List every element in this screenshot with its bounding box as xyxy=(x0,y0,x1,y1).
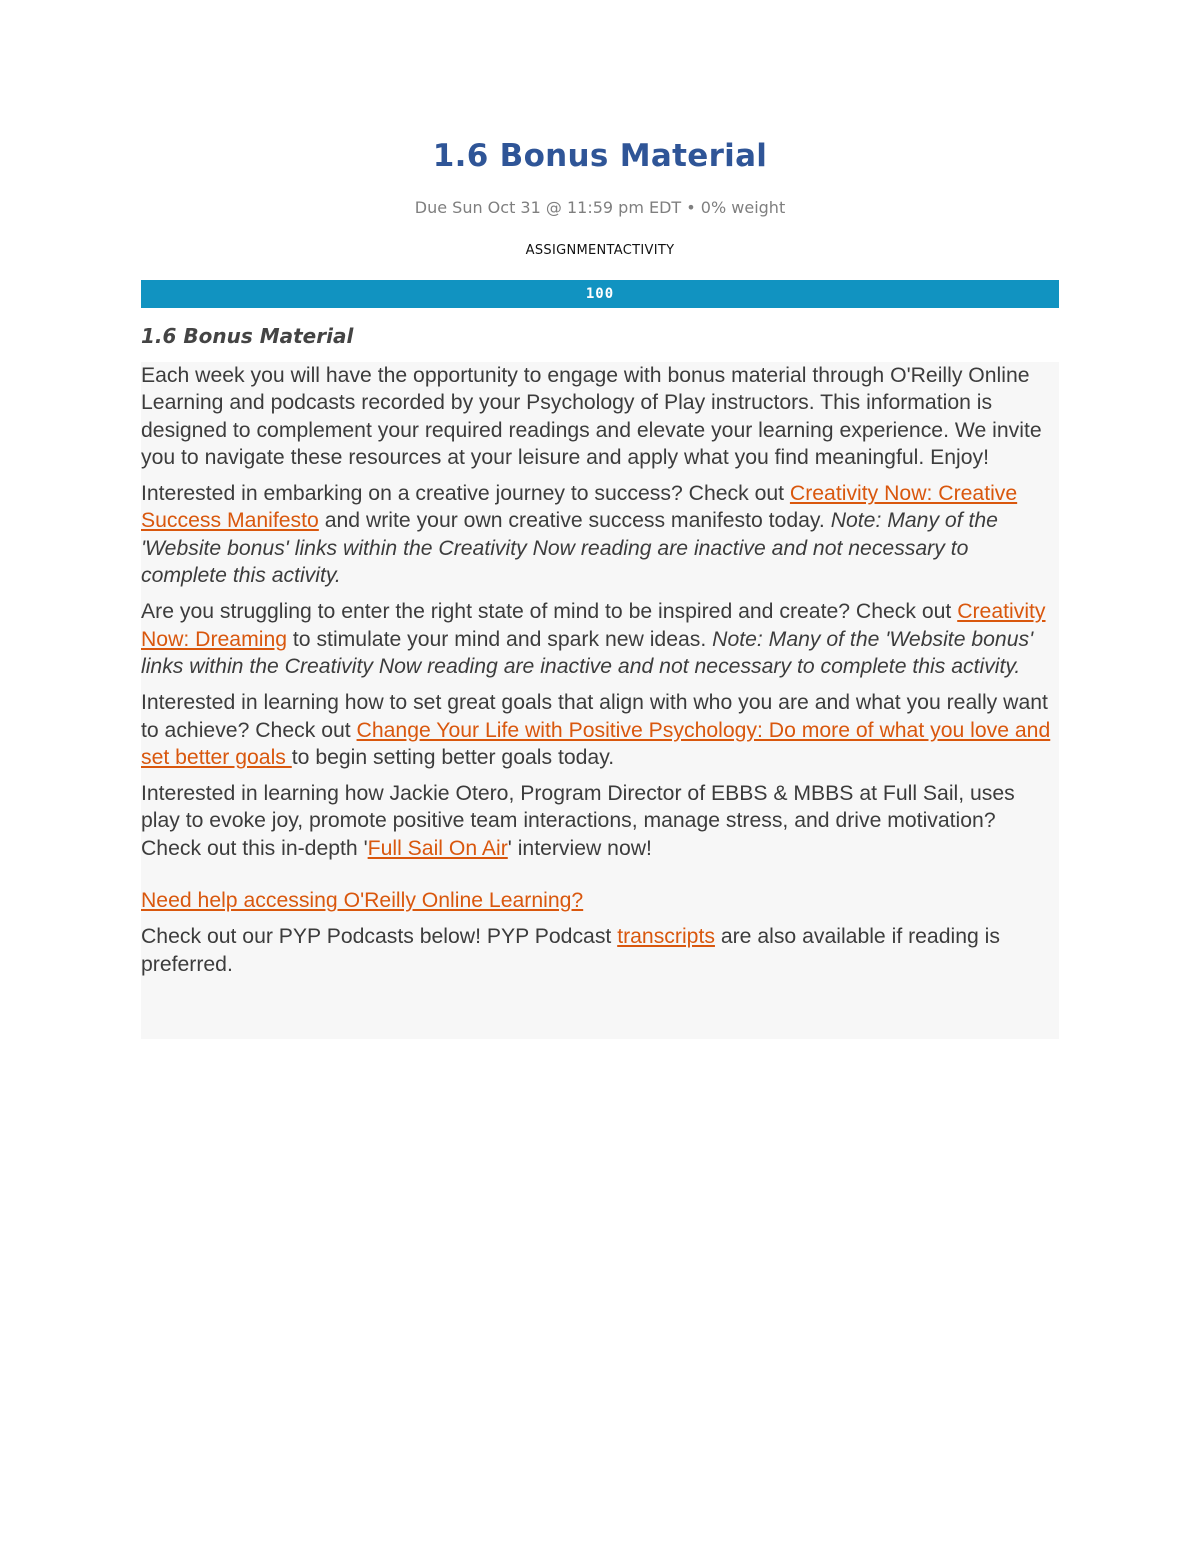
paragraph-manifesto: Interested in embarking on a creative journey to success? Check out Creativity Now: Creative Success Manifesto and write your own creative success manifesto today. Note: Many of the 'Website bonus' links within the Creativity Now reading are inactive and not necessary to complete this activity. xyxy=(141,482,1018,588)
content-body xyxy=(141,362,1059,1039)
paragraph-podcasts: Check out our PYP Podcasts below! PYP Podcast transcripts are also available if reading is preferred. xyxy=(141,925,1000,976)
paragraph-interview: Interested in learning how Jackie Otero, Program Director of EBBS & MBBS at Full Sail, uses play to evoke joy, promote positive team interactions, manage stress, and drive motivation? Check out this in-depth 'Full Sail On Air' interview now! xyxy=(141,782,1015,860)
paragraph-dreaming: Are you struggling to enter the right state of mind to be inspired and create? Check out Creativity Now: Dreaming to stimulate your mind and spark new ideas. Note: Many of the 'Website bonus' links within the Creativity Now reading are inactive and not necessary to complete this activity. xyxy=(141,600,1046,678)
creative-success-manifesto-link[interactable]: Creativity Now: Creative Success Manifesto xyxy=(141,482,1018,533)
points-bar xyxy=(141,280,1059,308)
intro-paragraph: Each week you will have the opportunity to engage with bonus material through O'Reilly Online Learning and podcasts recorded by your Psychology of Play instructors. This information is designed to complement your required readings and elevate your learning experience. We invite you to navigate these resources at your leisure and apply what you find meaningful. Enjoy! xyxy=(141,364,1042,469)
oreilly-help-link[interactable]: Need help accessing O'Reilly Online Learning? xyxy=(141,889,584,913)
note-text: Note: Many of the 'Website bonus' links within the Creativity Now reading are inactive and not necessary to complete this activity. xyxy=(141,627,1034,678)
due-date-text: Due Sun Oct 31 @ 11:59 pm EDT • 0% weight xyxy=(414,198,786,217)
help-paragraph xyxy=(141,887,1059,914)
points-value: 100 xyxy=(585,286,615,302)
page-title: 1.6 Bonus Material xyxy=(432,138,768,174)
positive-psychology-link[interactable]: Change Your Life with Positive Psychology: Do more of what you love and set better goals xyxy=(141,718,1051,769)
assignment-type-label: ASSIGNMENTACTIVITY xyxy=(525,243,675,258)
full-sail-on-air-link[interactable]: Full Sail On Air xyxy=(367,836,508,860)
transcripts-link[interactable]: transcripts xyxy=(617,925,715,949)
creativity-dreaming-link[interactable]: Creativity Now: Dreaming xyxy=(141,600,1046,651)
note-text: Note: Many of the 'Website bonus' links within the Creativity Now reading are inactive and not necessary to complete this activity. xyxy=(141,509,998,588)
content-heading: 1.6 Bonus Material xyxy=(141,324,354,348)
paragraph-goals: Interested in learning how to set great goals that align with who you are and what you really want to achieve? Check out Change Your Life with Positive Psychology: Do more of what you love and set better goals to begin setting better goals today. xyxy=(141,691,1051,769)
